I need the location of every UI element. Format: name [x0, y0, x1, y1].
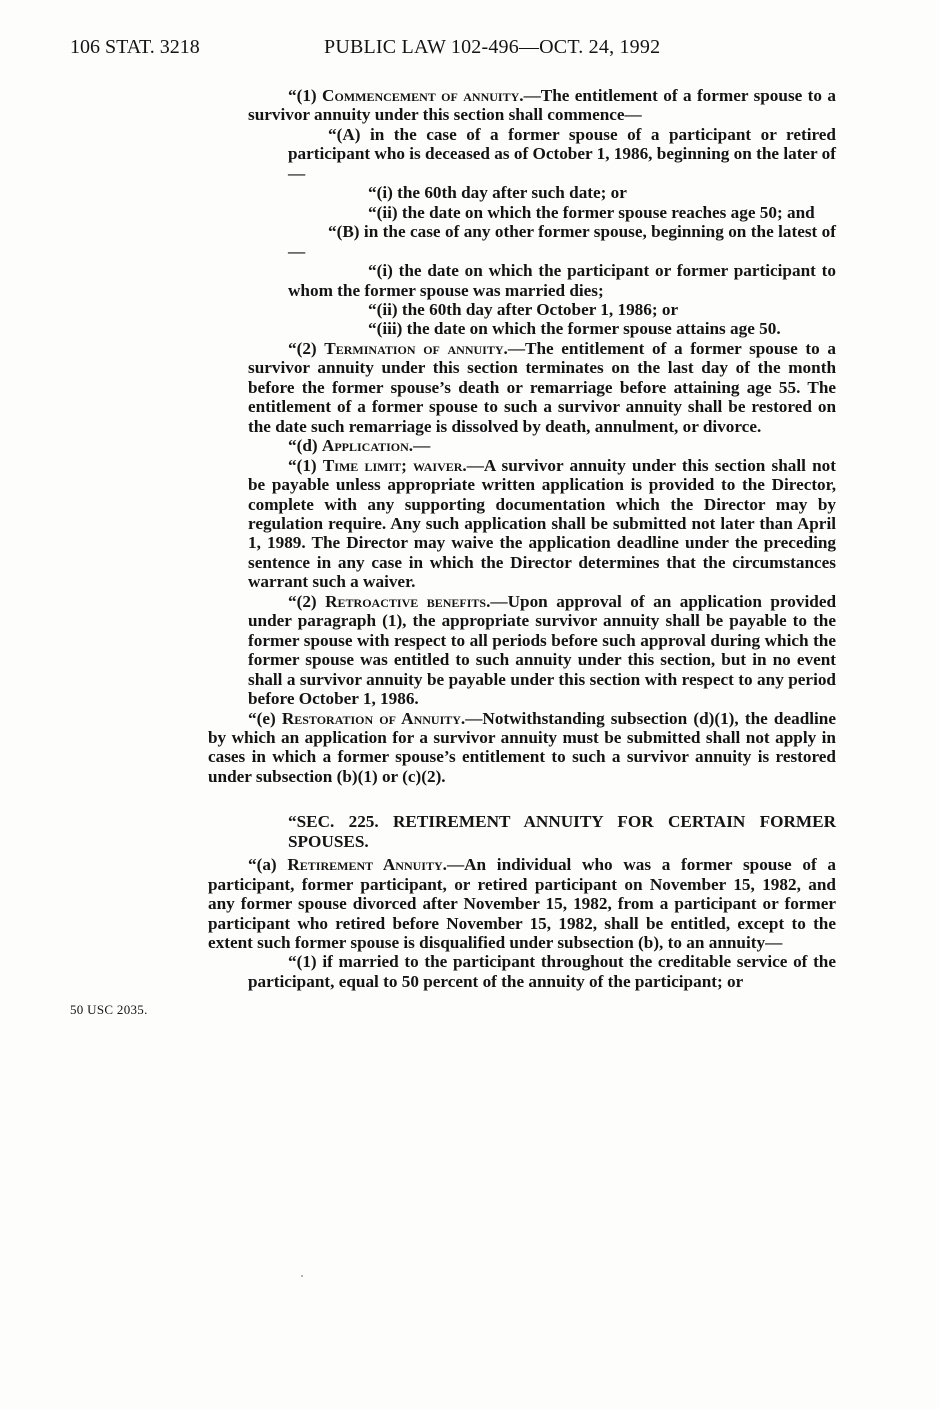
- page-header: [70, 36, 870, 66]
- paragraph-c1Ai: [288, 183, 836, 202]
- public-law-title: PUBLIC LAW 102-496—OCT. 24, 1992: [324, 36, 661, 58]
- paragraph-a1: [248, 952, 836, 991]
- paragraph-text: —The entitlement of a former spouse to a survivor annuity under this section shall commence—: [248, 86, 836, 125]
- paragraph-heading: Application.: [321, 436, 414, 456]
- paragraph-designator: “(1): [288, 86, 323, 105]
- paragraph-heading: Commencement of annuity.: [322, 86, 524, 105]
- paragraph-text: “(ii) the date on which the former spouse reaches age 50; and: [368, 202, 815, 222]
- paragraph-d2: [248, 592, 836, 709]
- paragraph-text: “(ii) the 60th day after October 1, 1986; or: [368, 299, 679, 319]
- margin-citation: 50 USC 2035.: [70, 1002, 148, 1017]
- paragraph-text: —An individual who was a former spouse of a participant, former participant, or retired participant on November 15, 1982, and any former spouse divorced after November 15, 1982, from a participant or former participant who retired before November 15, 1982, shall be entitled, except to the extent such former spouse is disqualified under subsection (b), to an annuity—: [208, 855, 837, 953]
- paragraph-text: —Notwithstanding subsection (d)(1), the deadline by which an application for a survivor annuity must be submitted shall not apply in cases in which a former spouse’s entitlement to such a survivor annuity is restored under subsection (b)(1) or (c)(2).: [208, 708, 836, 786]
- paragraph-e: [208, 709, 836, 787]
- paragraph-c1Biii: [288, 319, 836, 338]
- statute-page-number: 106 STAT. 3218: [70, 36, 200, 58]
- paragraph-heading: Retirement Annuity.: [287, 855, 447, 875]
- paragraph-text: —Upon approval of an application provided under paragraph (1), the appropriate survivor annuity shall be payable to the former spouse with respect to all periods before such approval during which the former spouse was entitled to such annuity under this section, but in no event shall a survivor annuity be payable under this section with respect to any period before October 1, 1986.: [248, 591, 837, 709]
- paragraph-text: “(iii) the date on which the former spouse attains age 50.: [368, 319, 781, 339]
- paragraph-text: —The entitlement of a former spouse to a survivor annuity under this section terminates on the last day of the month before the former spouse’s death or remarriage before attaining age 55. The entitlement of a former spouse to such a survivor annuity shall be restored on the date such remarriage is dissolved by death, annulment, or divorce.: [248, 338, 836, 436]
- paragraph-text: “(i) the 60th day after such date; or: [368, 183, 627, 203]
- paragraph-c1Bi: [288, 261, 836, 300]
- paragraph-d1: [248, 456, 836, 592]
- paragraph-text: “SEC. 225. RETIREMENT ANNUITY FOR CERTAIN FORMER SPOUSES.: [288, 812, 836, 851]
- paragraph-heading: Termination of annuity.: [324, 338, 508, 358]
- paragraph-text: “(1) if married to the participant throughout the creditable service of the participant, equal to 50 percent of the annuity of the participant; or: [248, 952, 836, 991]
- paragraph-sec225: [288, 812, 836, 851]
- paragraph-designator: “(e): [248, 708, 282, 728]
- paragraph-designator: “(a): [248, 855, 288, 875]
- paragraph-designator: “(1): [288, 455, 323, 475]
- paragraph-text: —: [413, 436, 431, 456]
- paragraph-c1B: [288, 222, 836, 261]
- paragraph-heading: Retroactive benefits.: [325, 591, 491, 611]
- paragraph-c1Bii: [288, 300, 836, 319]
- paragraph-a: [208, 855, 836, 952]
- statute-body: [0, 86, 940, 991]
- paragraph-designator: “(d): [288, 436, 322, 456]
- paragraph-text: “(i) the date on which the participant or former participant to whom the former spouse was married dies;: [288, 261, 836, 300]
- paragraph-text: “(B) in the case of any other former spouse, beginning on the latest of—: [288, 222, 836, 261]
- paragraph-designator: “(2): [288, 591, 326, 611]
- paragraph-d: [248, 436, 836, 455]
- paragraph-text: —A survivor annuity under this section shall not be payable unless appropriate written application is provided to the Director, complete with any supporting documentation which the Director may by regulation require. Any such application shall be submitted not later than April 1, 1989. The Director may waive the application deadline under the preceding sentence in any case in which the Director determines that the circumstances warrant such a waiver.: [248, 455, 837, 592]
- paragraph-c1: [248, 86, 836, 125]
- paragraph-c2: [248, 339, 836, 436]
- paragraph-text: “(A) in the case of a former spouse of a participant or retired participant who is deceased as of October 1, 1986, beginning on the later of—: [288, 124, 836, 183]
- paragraph-c1Aii: [288, 203, 836, 222]
- scan-speck: [301, 1275, 303, 1277]
- paragraph-heading: Time limit; waiver.: [322, 455, 467, 475]
- paragraph-designator: “(2): [288, 338, 325, 358]
- paragraph-c1A: [288, 125, 836, 183]
- paragraph-heading: Restoration of Annuity.: [281, 708, 466, 728]
